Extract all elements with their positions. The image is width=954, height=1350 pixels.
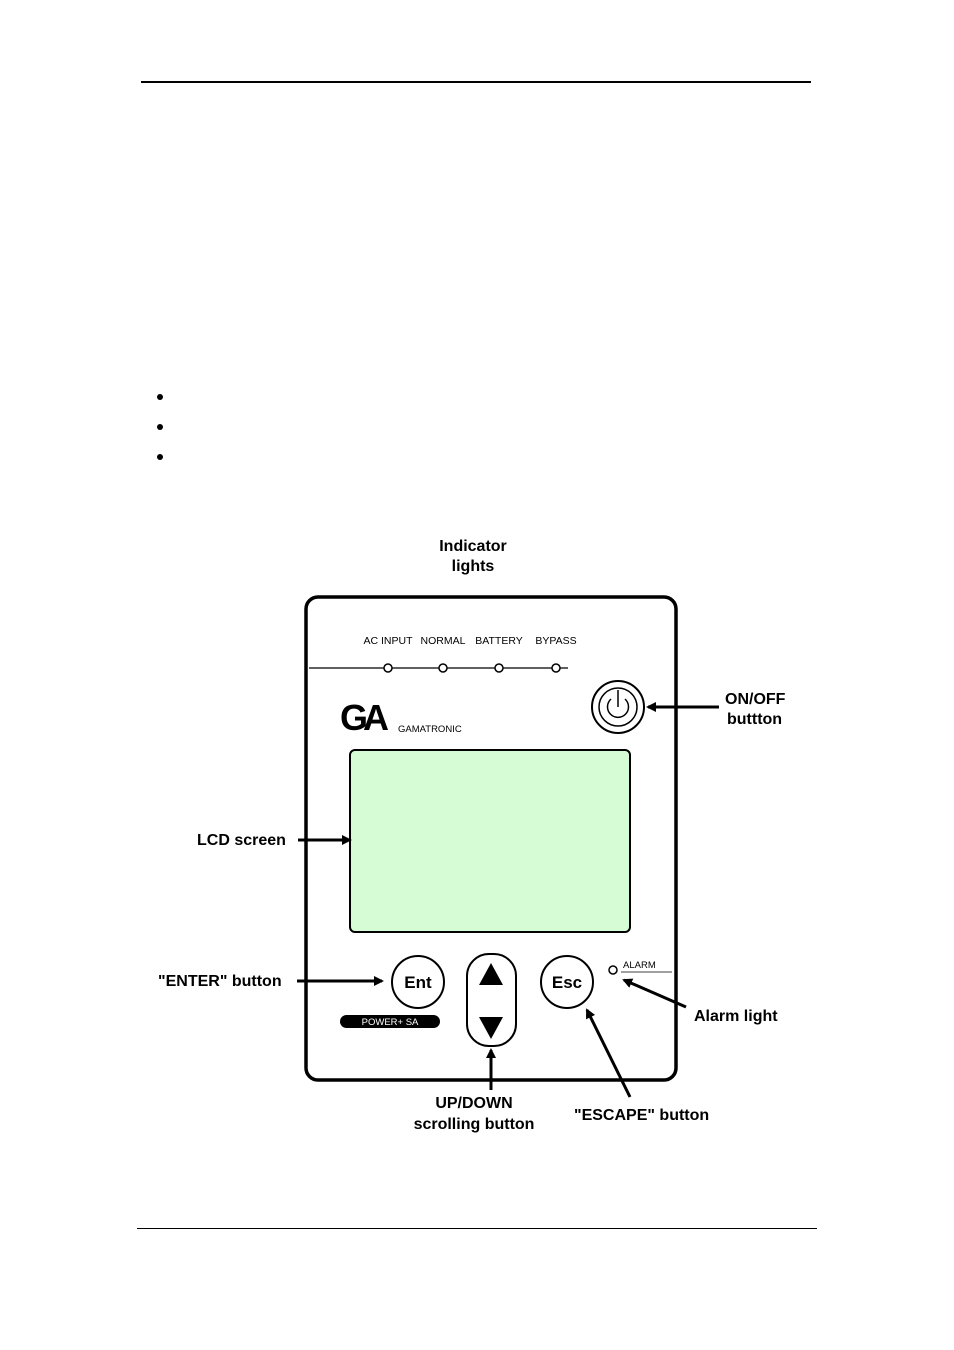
indicator-label-battery: BATTERY	[475, 635, 523, 647]
gamatronic-logo: GA	[340, 697, 384, 738]
indicator-label-bypass: BYPASS	[535, 635, 577, 647]
lcd-screen	[350, 750, 630, 932]
brand-name: GAMATRONIC	[398, 724, 462, 735]
indicator-lights-callout-line2: lights	[451, 558, 495, 575]
alarm-label: ALARM	[623, 960, 656, 971]
model-badge-label: POWER+ SA	[361, 1017, 419, 1028]
enter-callout: "ENTER" button	[158, 973, 282, 990]
enter-button-label: Ent	[404, 973, 432, 992]
on-off-callout-line2: buttton	[727, 711, 783, 728]
lcd-screen-callout: LCD screen	[197, 832, 286, 849]
led-bypass	[552, 664, 560, 672]
led-ac-input	[384, 664, 392, 672]
on-off-callout-line1: ON/OFF	[725, 691, 786, 708]
alarm-light	[609, 966, 617, 974]
up-down-scroll-button[interactable]	[467, 954, 516, 1046]
escape-button[interactable]	[541, 956, 593, 1008]
led-battery	[495, 664, 503, 672]
enter-button[interactable]	[392, 956, 444, 1008]
led-normal	[439, 664, 447, 672]
up-down-callout-line1: UP/DOWN	[435, 1095, 513, 1112]
indicator-lights-callout-line1: Indicator	[439, 538, 507, 555]
indicator-label-ac-input: AC INPUT	[363, 635, 413, 647]
escape-callout: "ESCAPE" button	[574, 1107, 710, 1124]
up-down-callout-line2: scrolling button	[413, 1116, 535, 1133]
indicator-label-normal: NORMAL	[420, 635, 466, 647]
power-button[interactable]	[592, 681, 644, 733]
escape-button-label: Esc	[551, 973, 583, 992]
alarm-light-callout: Alarm light	[694, 1008, 778, 1025]
